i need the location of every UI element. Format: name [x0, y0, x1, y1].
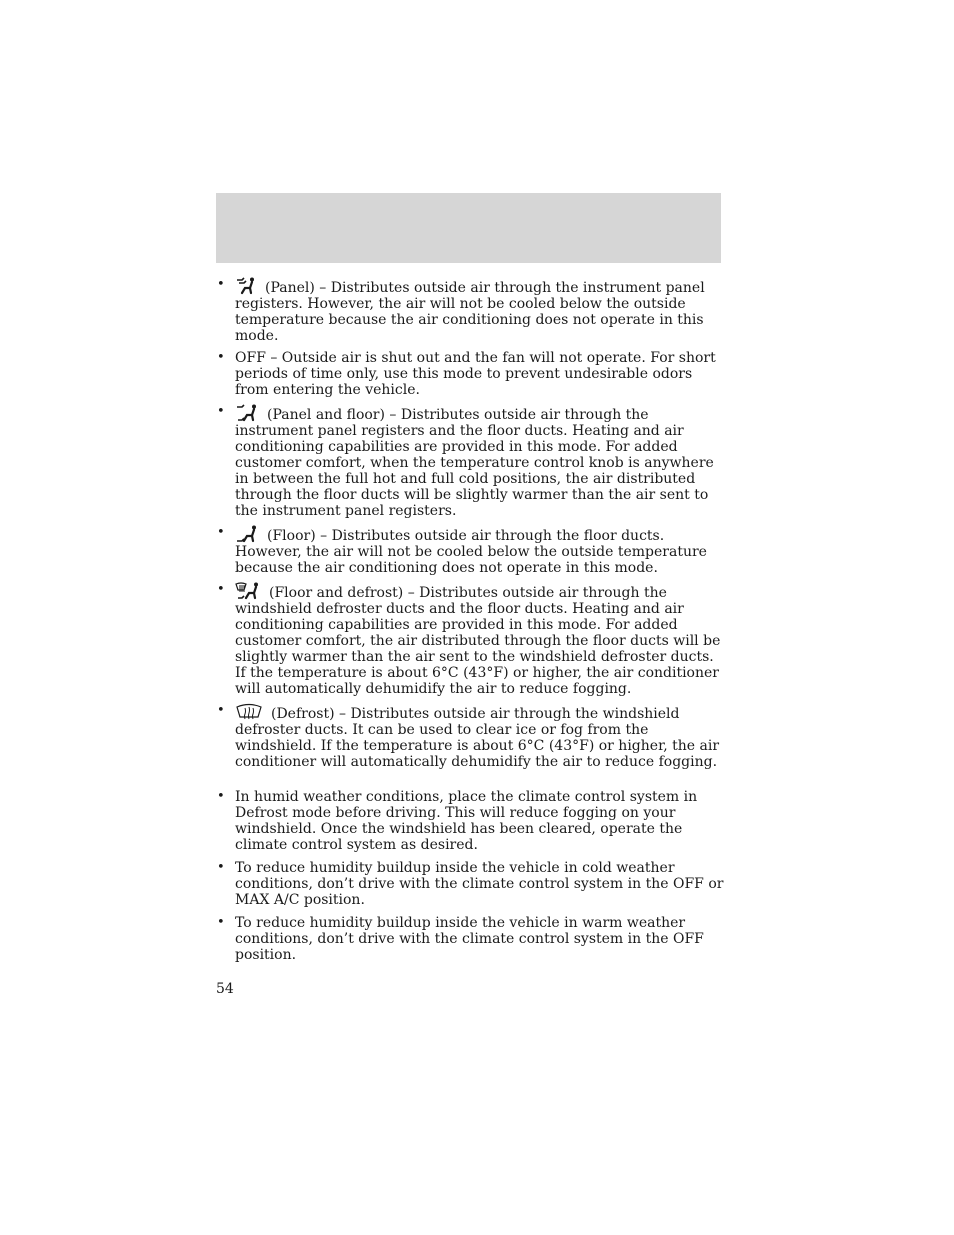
bullet: •: [217, 277, 225, 292]
mode-text: (Panel and floor) – Distributes outside air through the instrument panel registers and the floor ducts. Heating and air conditioning capabilities are provided in this mode. For added customer comfort, when the temperature control knob is anywhere in between the full hot and full cold positions, the air distributed through the floor ducts will be slightly warmer than the air sent to the instrument panel registers.: [235, 407, 714, 519]
mode-text: (Floor and defrost) – Distributes outside air through the windshield defroster ducts and the floor ducts. Heating and air conditioning capabilities are provided in this mode. For added customer comfort, the air distributed through the floor ducts will be slightly warmer than the air sent to the windshield defroster ducts. If the temperature is about 6°C (43°F) or higher, the air conditioner will automatically dehumidify the air to reduce fogging.: [235, 585, 721, 697]
mode-item-panel: [216, 277, 726, 344]
mode-text: (Floor) – Distributes outside air through the floor ducts. However, the air will not be cooled below the outside temperature because the air conditioning does not operate in this mode.: [235, 528, 707, 576]
bullet: •: [217, 525, 225, 540]
bullet: •: [217, 582, 225, 597]
tip-text: In humid weather conditions, place the climate control system in Defrost mode before driving. This will reduce fogging on your windshield. Once the windshield has been cleared, operate the climate control system as desired.: [235, 789, 698, 853]
mode-item-off: [216, 350, 726, 398]
header-band: [216, 193, 721, 263]
mode-item-floor-and-defrost: [216, 582, 726, 697]
page-number: 54: [216, 981, 234, 997]
floor-and-defrost-icon: [235, 582, 261, 600]
bullet: •: [217, 703, 225, 718]
bullet: •: [217, 789, 225, 804]
bullet: •: [217, 860, 225, 875]
panel-and-floor-vent-icon: [235, 404, 259, 422]
panel-vent-icon: [235, 277, 257, 295]
bullet: •: [217, 915, 225, 930]
mode-item-panel-and-floor: [216, 404, 726, 519]
tip-text: To reduce humidity buildup inside the vehicle in warm weather conditions, don’t drive with the climate control system in the OFF position.: [235, 915, 704, 963]
mode-text: OFF – Outside air is shut out and the fan will not operate. For short periods of time only, use this mode to prevent undesirable odors from entering the vehicle.: [235, 350, 716, 398]
bullet: •: [217, 404, 225, 419]
tip-item: [216, 789, 726, 853]
tip-text: To reduce humidity buildup inside the vehicle in cold weather conditions, don’t drive with the climate control system in the OFF or MAX A/C position.: [235, 860, 724, 908]
mode-item-defrost: [216, 703, 726, 770]
mode-text: (Panel) – Distributes outside air through the instrument panel registers. However, the air will not be cooled below the outside temperature because the air conditioning does not operate in this mode.: [235, 280, 705, 344]
floor-vent-icon: [235, 525, 259, 543]
mode-item-floor: [216, 525, 726, 576]
tips-list: [216, 789, 726, 970]
defrost-icon: [235, 703, 263, 721]
tip-item: [216, 915, 726, 963]
tip-item: [216, 860, 726, 908]
mode-text: (Defrost) – Distributes outside air through the windshield defroster ducts. It can be used to clear ice or fog from the windshield. If the temperature is about 6°C (43°F) or higher, the air conditioner will automatically dehumidify the air to reduce fogging.: [235, 706, 720, 770]
bullet: •: [217, 350, 225, 365]
mode-list: [216, 277, 726, 776]
